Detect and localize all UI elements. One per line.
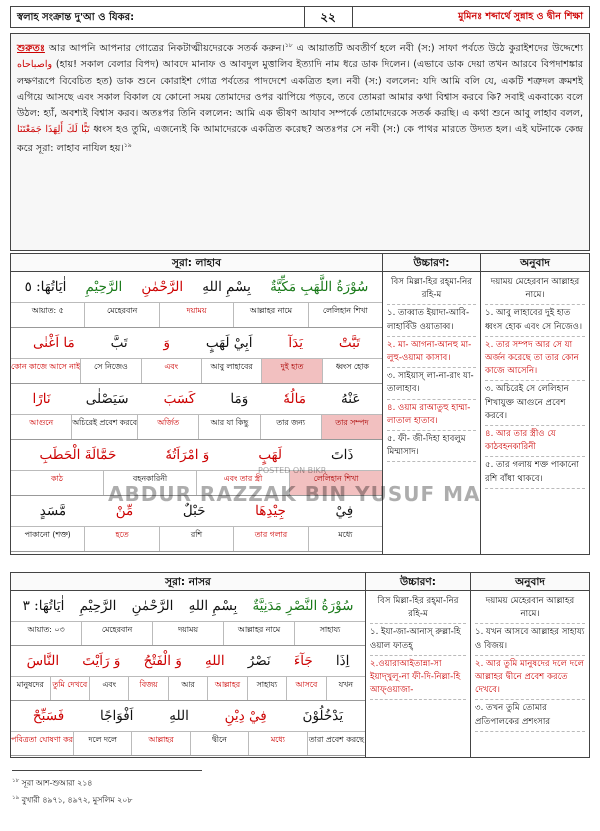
translation-line: ৩. তখন তুমি তোমার প্রতিপালকের প্রশংসার bbox=[475, 700, 585, 731]
arabic-word: فِيْ bbox=[335, 503, 354, 519]
page-header bbox=[10, 6, 590, 28]
gloss-word: কাঠ bbox=[51, 474, 63, 483]
translation-line: ৫. তার গলায় শক্ত পাকানো রশি বাঁধা থাকবে। bbox=[485, 457, 585, 488]
word-by-word-column bbox=[11, 254, 383, 554]
pronunciation-line: ২. মা- আগনা-আনহু মা-লুহু-ওয়ামা কাসাব। bbox=[387, 337, 476, 368]
arabic-word: لَهَبٍ bbox=[258, 447, 282, 463]
arabic-word: اللهِ bbox=[169, 708, 189, 724]
arabic-word: اٰيَاتُهَا: ٥ bbox=[24, 279, 67, 295]
arabic-word: عَنْهُ bbox=[341, 391, 361, 407]
gloss-word: অর্জিত bbox=[137, 415, 198, 439]
translation-header: অনুবাদ bbox=[481, 254, 589, 272]
gloss-line bbox=[11, 526, 382, 551]
gloss-word: কোন কাজে আসে নাই bbox=[10, 362, 81, 371]
gloss-word: আর bbox=[168, 677, 207, 700]
gloss-word: তার গলার bbox=[233, 527, 307, 551]
gloss-word: দ্বীনে bbox=[190, 732, 248, 755]
gloss-word: আল্লাহর bbox=[131, 732, 189, 755]
gloss-word: লেলিহান শিখা bbox=[308, 303, 382, 327]
gloss-word: সে নিজেও bbox=[80, 359, 140, 383]
gloss-word: অচিরেই প্রবেশ করবে bbox=[71, 415, 137, 439]
gloss-word: আবু লাহাবের bbox=[201, 359, 261, 383]
translation-column bbox=[471, 573, 589, 757]
arabic-word: اللهِ bbox=[205, 653, 225, 669]
footnote-ref-2[interactable]: ১৯ bbox=[123, 142, 132, 150]
footnote-1: $^{১৮}$ সূরা আশ-শুআরা ২১৪ bbox=[12, 778, 93, 788]
arabic-line bbox=[11, 440, 382, 470]
arabic-word: اٰيَاتُهَا: ٣ bbox=[22, 598, 65, 614]
gloss-word: দয়াময় bbox=[152, 622, 223, 645]
gloss-word: হতে bbox=[84, 527, 158, 551]
pronunciation-line: ৩. সাইয়াস্‌ লা-না-রাং যা-তালাহাব। bbox=[387, 368, 476, 399]
pronunciation-line: ২.ওয়ারাআইতান্না-সা ইয়াদ্‌খুলূ-না ফী-দি-নিল্লা-হি আফ্‌ওয়াজা- bbox=[370, 656, 466, 701]
arabic-word: سُوْرَةُ اللَّهَبِ مَكِّيَّةٌ bbox=[270, 279, 369, 295]
gloss-line bbox=[11, 358, 382, 383]
translation-line: ৪. আর তার স্ত্রীও যে কাঠবহনকারিনী bbox=[485, 426, 585, 457]
intro-text-1: আর আপনি আপনার গোত্রের নিকটাত্মীয়দেরকে সতর্ক করুন। bbox=[48, 43, 285, 55]
pronunciation-header: উচ্চারণ: bbox=[383, 254, 480, 272]
surah-title: সূরা: নাসর bbox=[11, 573, 365, 591]
verse-row bbox=[11, 591, 365, 646]
gloss-word: এবং তার স্ত্রী bbox=[196, 471, 289, 495]
translation-header: অনুবাদ bbox=[471, 573, 589, 591]
gloss-word: আর যা কিছু bbox=[198, 415, 259, 439]
verse-row bbox=[11, 701, 365, 756]
arabic-word: جَآءَ bbox=[293, 653, 313, 669]
intro-text-3: (হায়! সকাল বেলার বিপদ) আবদে মানাফ ও আবদুল মুত্তালিব ইত্যাদি নাম ধরে ডাক দিলেন। (এভাবে ডাক দেয়া তখন আরবে বিপদাশঙ্কার লক্ষণরূপে বিবেচিত হত) ডাক শুনে কোরাইশ গোত্র পর্বতের পাদদেশে একত্রিত হল। নবী (স:) বললেন: যদি আমি বলি যে, একটি শত্রুদল ক্রমশই এগিয়ে আসছে এবং সকাল বিকাল যে কোনো সময় তোমাদের ওপর ঝাপিয়ে পড়বে, তবে তোমরা আমার কথা বিশ্বাস করবে কি? সবাই একবাক্যে বলে উঠল: হ্যাঁ, অবশ্যই বিশ্বাস করব। অতঃপর তিনি বললেন: আমি এক ভীষণ আযাব সম্পর্কে তোমাদেরকে সতর্ক করছি। এ কথা শুনে আবু লাহাব বলল, bbox=[17, 59, 583, 119]
arabic-word: حَمَّالَةَ الْحَطَبِ bbox=[39, 447, 117, 463]
gloss-word: দয়াময় bbox=[159, 303, 233, 327]
gloss-word: যখন bbox=[326, 677, 365, 700]
gloss-line bbox=[11, 676, 365, 700]
footnote-rule bbox=[12, 770, 202, 771]
translation-column bbox=[481, 254, 589, 554]
arabic-word: وَ امْرَاَتُهٗ bbox=[165, 447, 210, 463]
intro-text-2: এ আয়াতটি অবতীর্ণ হলে নবী (স:) সাফা পর্বতে উঠে কুরাইশদের উদ্দেশ্যে bbox=[296, 43, 583, 55]
gloss-line bbox=[11, 731, 365, 755]
gloss-word: লেলিহান শিখা bbox=[289, 471, 382, 495]
arabic-word: مَالُهٗ bbox=[283, 391, 306, 407]
arabic-word: كَسَبَ bbox=[163, 391, 196, 407]
gloss-word: মানুষদের bbox=[16, 680, 44, 689]
pronunciation-header: উচ্চারণ: bbox=[366, 573, 470, 591]
word-by-word-column bbox=[11, 573, 366, 757]
arabic-word: الرَّحْمٰنِ bbox=[141, 279, 184, 295]
intro-arabic-2: تَبًّا لَكَ أَلِهَذَا جَمَعْتَنَا bbox=[17, 124, 90, 136]
arabic-word: فَسَبِّحْ bbox=[32, 708, 65, 724]
gloss-word: মেহেরবান bbox=[81, 622, 152, 645]
gloss-word: তার জন্য bbox=[260, 415, 321, 439]
arabic-word: اِذَا bbox=[335, 653, 350, 669]
arabic-word: سَيَصْلٰى bbox=[85, 391, 129, 407]
arabic-word: يَدَآ bbox=[288, 335, 304, 351]
gloss-word: আল্লাহর bbox=[207, 677, 246, 700]
arabic-word: الرَّحِيْمِ bbox=[85, 279, 123, 295]
arabic-line bbox=[11, 328, 382, 358]
arabic-word: تَبَّتْ bbox=[338, 335, 360, 351]
gloss-line bbox=[11, 302, 382, 327]
arabic-word: بِسْمِ اللهِ bbox=[202, 279, 251, 295]
arabic-word: اَبِيْ لَهَبٍ bbox=[205, 335, 253, 351]
arabic-word: سُوْرَةُ النَّصْرِ مَدَنِيَّةٌ bbox=[252, 598, 354, 614]
pronunciation-line: বিস মিল্লা-হির রহ্‌মা-নির রহি-ম bbox=[370, 593, 466, 624]
arabic-word: اَفْوَاجًا bbox=[100, 708, 134, 724]
gloss-word: পাকানো (শক্ত) bbox=[24, 530, 71, 539]
gloss-word: ধ্বংস হোক bbox=[322, 359, 382, 383]
translation-line: ১. আবু লাহাবের দুই হাত ধ্বংস হোক এবং সে নিজেও। bbox=[485, 305, 585, 336]
translation-line: ২. আর তুমি মানুষদের দলে দলে আল্লাহর দ্বীনে প্রবেশ করতে দেখবে। bbox=[475, 656, 585, 701]
pronunciation-line: ৪. ওয়াম রাআতুহু হাম্মা- লাতাল হাতাব। bbox=[387, 400, 476, 431]
pronunciation-line: ৫. ফী- জী-দিহা হাবলুম মিম্মাসাদ। bbox=[387, 431, 476, 462]
arabic-word: نَارًا bbox=[32, 391, 51, 407]
arabic-word: وَ رَاَيْتَ bbox=[82, 653, 121, 669]
footnotes bbox=[12, 770, 312, 807]
arabic-word: ذَاتَ bbox=[330, 447, 354, 463]
arabic-word: فِيْ دِيْنِ bbox=[224, 708, 267, 724]
intro-arabic-1: واصباحاه bbox=[17, 59, 53, 71]
gloss-word: সাহায্য bbox=[294, 622, 365, 645]
arabic-word: مَا اَغْنٰى bbox=[32, 335, 75, 351]
footnote-ref-1[interactable]: ১৮ bbox=[284, 42, 293, 49]
gloss-word: আয়াত: ০৩ bbox=[27, 625, 65, 634]
gloss-line bbox=[11, 414, 382, 439]
arabic-word: نَصْرُ bbox=[247, 653, 271, 669]
intro-text-4: ধ্বংস হও তুমি, এজন্যেই কি আমাদেরকে একত্রিত করেছ? অতঃপর সে নবী (স:) কে পাথর মারতে উদ্যত হল। এই ঘটনাকে কেন্দ্র করে সূরা: লাহাব নাযিল হয়। bbox=[17, 124, 583, 155]
arabic-line bbox=[11, 646, 365, 676]
gloss-word: আল্লাহর নামে bbox=[233, 303, 307, 327]
gloss-word: এবং bbox=[141, 359, 201, 383]
arabic-word: جِيْدِهَا bbox=[255, 503, 286, 519]
arabic-line bbox=[11, 272, 382, 302]
gloss-word: দলে দলে bbox=[73, 732, 131, 755]
gloss-word: আয়াত: ৫ bbox=[31, 306, 64, 315]
pronunciation-column bbox=[383, 254, 481, 554]
gloss-word: তারা প্রবেশ করছে bbox=[307, 732, 365, 755]
watermark: ABDUR RAZZAK BIN YUSUF MA bbox=[108, 482, 481, 506]
gloss-word: তার সম্পদ bbox=[321, 415, 382, 439]
gloss-word: আগুনে bbox=[29, 418, 54, 427]
surah-title: সূরা: লাহাব bbox=[11, 254, 382, 272]
translation-line: ১. যখন আসবে আল্লাহর সাহায্য ও বিজয়। bbox=[475, 624, 585, 655]
gloss-word: এবং bbox=[89, 677, 128, 700]
arabic-word: الرَّحْمٰنِ bbox=[131, 598, 174, 614]
verse-row bbox=[11, 646, 365, 701]
arabic-word: وَ الْفَتْحُ bbox=[143, 653, 182, 669]
footnote-2: $^{১৯}$ বুখারী ৪৯৭১, ৪৯৭২, মুসলিম ২০৮ bbox=[12, 794, 133, 805]
gloss-word: রশি bbox=[159, 527, 233, 551]
arabic-word: حَبْلٌ bbox=[182, 503, 206, 519]
verse-row bbox=[11, 328, 382, 384]
verse-row bbox=[11, 384, 382, 440]
translation-line: ৩. অচিরেই সে লেলিহান শিখাযুক্ত আগুনে প্রবেশ করবে। bbox=[485, 381, 585, 426]
pronunciation-line: বিস মিল্লা-হির রহ্‌মা-নির রহি-ম bbox=[387, 274, 476, 305]
page-number: ২২ bbox=[305, 7, 353, 27]
gloss-line bbox=[11, 621, 365, 645]
pronunciation-line: ১. ইযা-জা-আনাস্‌ রুল্লা-হি ওয়াল ফাতহ্‌ bbox=[370, 624, 466, 655]
surah-lahab-table bbox=[10, 253, 590, 555]
translation-line: ২. তার সম্পদ আর সে যা অর্জন করেছে তা তার কোন কাজে আসেনি। bbox=[485, 337, 585, 382]
gloss-word: বহনকারিনী bbox=[103, 471, 196, 495]
arabic-word: مَّسَدٍ bbox=[39, 503, 67, 519]
gloss-word: সাহায্য bbox=[247, 677, 286, 700]
arabic-word: بِسْمِ اللهِ bbox=[188, 598, 238, 614]
arabic-word: النَّاسَ bbox=[26, 653, 60, 669]
translation-line: দয়াময় মেহেরবান আল্লাহর নামে। bbox=[485, 274, 585, 305]
arabic-word: مِّنْ bbox=[115, 503, 134, 519]
intro-lead: শুরুতঃ bbox=[17, 43, 45, 55]
arabic-word: وَ bbox=[163, 335, 171, 351]
verse-row bbox=[11, 272, 382, 328]
gloss-word: মেহেরবান bbox=[84, 303, 158, 327]
arabic-word: وَمَا bbox=[230, 391, 249, 407]
gloss-word: মধ্যে bbox=[308, 527, 382, 551]
gloss-word: দুই হাত bbox=[261, 359, 321, 383]
arabic-word: يَدْخُلُوْنَ bbox=[302, 708, 344, 724]
arabic-line bbox=[11, 384, 382, 414]
pronunciation-line: ১. তাব্বাত ইয়াদা-আবি-লাহাবিঁউ ওয়াতাব্ব। bbox=[387, 305, 476, 336]
gloss-word: মধ্যে bbox=[248, 732, 306, 755]
gloss-word: আল্লাহর নামে bbox=[223, 622, 294, 645]
intro-paragraph bbox=[10, 33, 590, 251]
arabic-word: تَبَّ bbox=[110, 335, 128, 351]
gloss-word: বিজয় bbox=[128, 677, 167, 700]
arabic-word: الرَّحِيْمِ bbox=[79, 598, 117, 614]
arabic-line bbox=[11, 591, 365, 621]
pronunciation-column bbox=[366, 573, 471, 757]
arabic-line bbox=[11, 701, 365, 731]
chapter-title: স্বলাহ সংক্রান্ত দু'আ ও যিকর: bbox=[11, 7, 305, 27]
translation-line: দয়াময় মেহেরবান আল্লাহর নামে। bbox=[475, 593, 585, 624]
book-title: মুমিনঃ শব্দার্থে সুন্নাহ ও দ্বীন শিক্ষা bbox=[458, 11, 583, 22]
watermark-small: POSTED ON BIKR bbox=[258, 466, 327, 475]
gloss-word: পবিত্রতা ঘোষণা কর bbox=[10, 735, 73, 744]
surah-nasr-table bbox=[10, 572, 590, 758]
gloss-word: আসবে bbox=[286, 677, 325, 700]
gloss-word: তুমি দেখবে bbox=[50, 677, 89, 700]
